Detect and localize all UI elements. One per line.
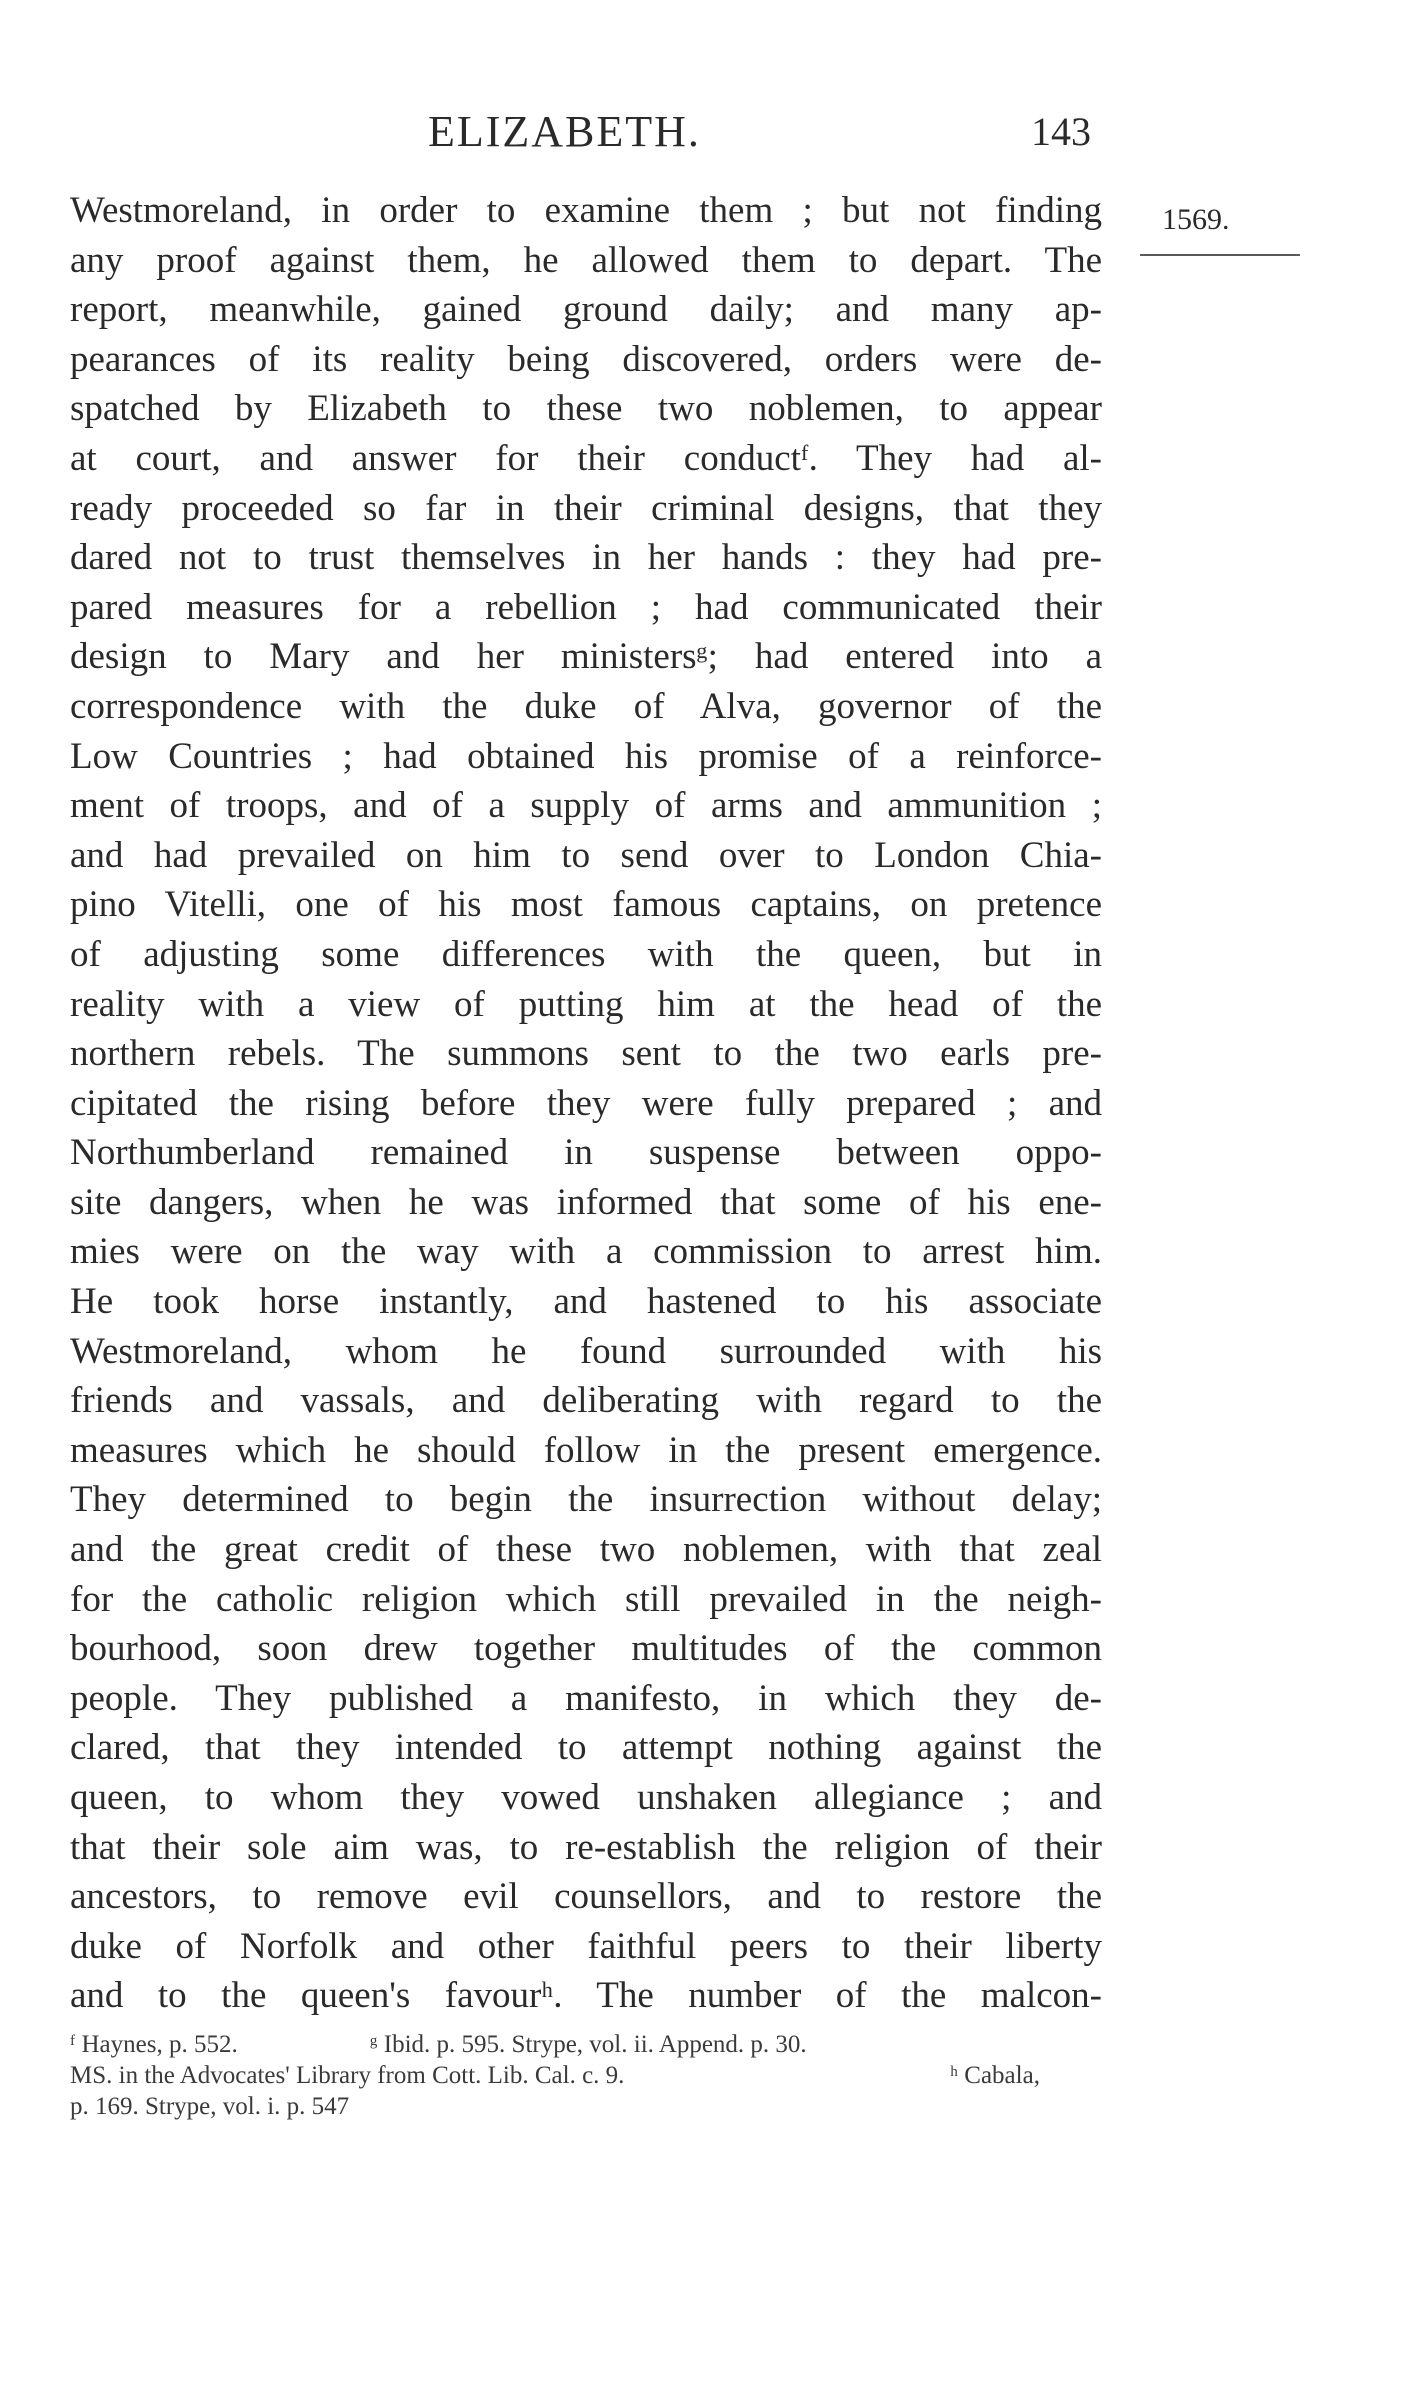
text-line: ready proceeded so far in their criminal designs, that they <box>70 487 1102 529</box>
text-line: Westmoreland, whom he found surrounded with his <box>70 1330 1102 1372</box>
text-line: Low Countries ; had obtained his promise of a reinforce- <box>70 735 1102 777</box>
text-line: bourhood, soon drew together multitudes of the common <box>70 1628 1102 1670</box>
text-line: queen, to whom they vowed unshaken allegiance ; and <box>70 1777 1102 1818</box>
text-line: dared not to trust themselves in her hands : they had pre- <box>70 537 1102 579</box>
text-line: and the great credit of these two noblemen, with that zeal <box>70 1529 1102 1571</box>
text-line: measures which he should follow in the present emergence. <box>70 1429 1102 1471</box>
text-line: for the catholic religion which still prevailed in the neigh- <box>70 1578 1102 1620</box>
footnote-line: p. 169. Strype, vol. i. p. 547 <box>70 2093 350 2120</box>
text-line: site dangers, when he was informed that some of his ene- <box>70 1181 1102 1223</box>
footnotes <box>70 2030 1102 2123</box>
text-line: friends and vassals, and deliberating with regard to the <box>70 1380 1102 1422</box>
text-line: clared, that they intended to attempt nothing against the <box>70 1727 1102 1769</box>
text-line: He took horse instantly, and hastened to his associate <box>70 1281 1102 1323</box>
text-line: at court, and answer for their conductᶠ. They had al- <box>70 437 1102 479</box>
text-line: ment of troops, and of a supply of arms and ammunition ; <box>70 785 1102 827</box>
text-line: They determined to begin the insurrection without delay; <box>70 1479 1102 1521</box>
text-line: people. They published a manifesto, in which they de- <box>70 1677 1102 1719</box>
page-header <box>0 102 1421 162</box>
text-line: spatched by Elizabeth to these two noblemen, to appear <box>70 388 1102 430</box>
text-line: any proof against them, he allowed them to depart. The <box>70 239 1102 281</box>
margin-note <box>1140 200 1330 256</box>
running-title: ELIZABETH. <box>428 107 701 156</box>
text-line: northern rebels. The summons sent to the two earls pre- <box>70 1033 1102 1075</box>
text-line: and had prevailed on him to send over to London Chia- <box>70 834 1102 876</box>
margin-rule <box>1140 254 1300 256</box>
footnote-f: ᶠ Haynes, p. 552. <box>70 2031 238 2058</box>
body-text <box>70 186 1102 2021</box>
text-line: Northumberland remained in suspense between oppo- <box>70 1132 1102 1174</box>
text-line: report, meanwhile, gained ground daily; and many ap- <box>70 289 1102 331</box>
text-line: pearances of its reality being discovered, orders were de- <box>70 338 1102 380</box>
text-line: design to Mary and her ministersᵍ; had entered into a <box>70 636 1102 678</box>
footnote-h: ʰ Cabala, <box>950 2062 1040 2089</box>
text-line: duke of Norfolk and other faithful peers to their liberty <box>70 1925 1102 1967</box>
footnote-g: ᵍ Ibid. p. 595. Strype, vol. ii. Append. p. 30. <box>370 2031 807 2058</box>
text-line: and to the queen's favourʰ. The number of the malcon- <box>70 1975 1102 2017</box>
text-line: pared measures for a rebellion ; had communicated their <box>70 586 1102 628</box>
text-line: that their sole aim was, to re-establish the religion of their <box>70 1826 1102 1868</box>
text-line: cipitated the rising before they were fully prepared ; and <box>70 1082 1102 1124</box>
text-line: of adjusting some differences with the queen, but in <box>70 933 1102 975</box>
text-line: correspondence with the duke of Alva, governor of the <box>70 685 1102 727</box>
text-line: mies were on the way with a commission to arrest him. <box>70 1231 1102 1273</box>
footnote-line <box>70 2030 1102 2061</box>
text-line: ancestors, to remove evil counsellors, and to restore the <box>70 1876 1102 1918</box>
footnote-line <box>70 2061 1102 2092</box>
margin-year: 1569. <box>1162 203 1230 236</box>
text-line: reality with a view of putting him at the head of the <box>70 983 1102 1025</box>
footnote-ms: MS. in the Advocates' Library from Cott. Lib. Cal. c. 9. <box>70 2062 625 2089</box>
text-line: Westmoreland, in order to examine them ; but not finding <box>70 190 1102 231</box>
page-number: 143 <box>1031 109 1091 154</box>
text-line: pino Vitelli, one of his most famous captains, on pretence <box>70 884 1102 926</box>
